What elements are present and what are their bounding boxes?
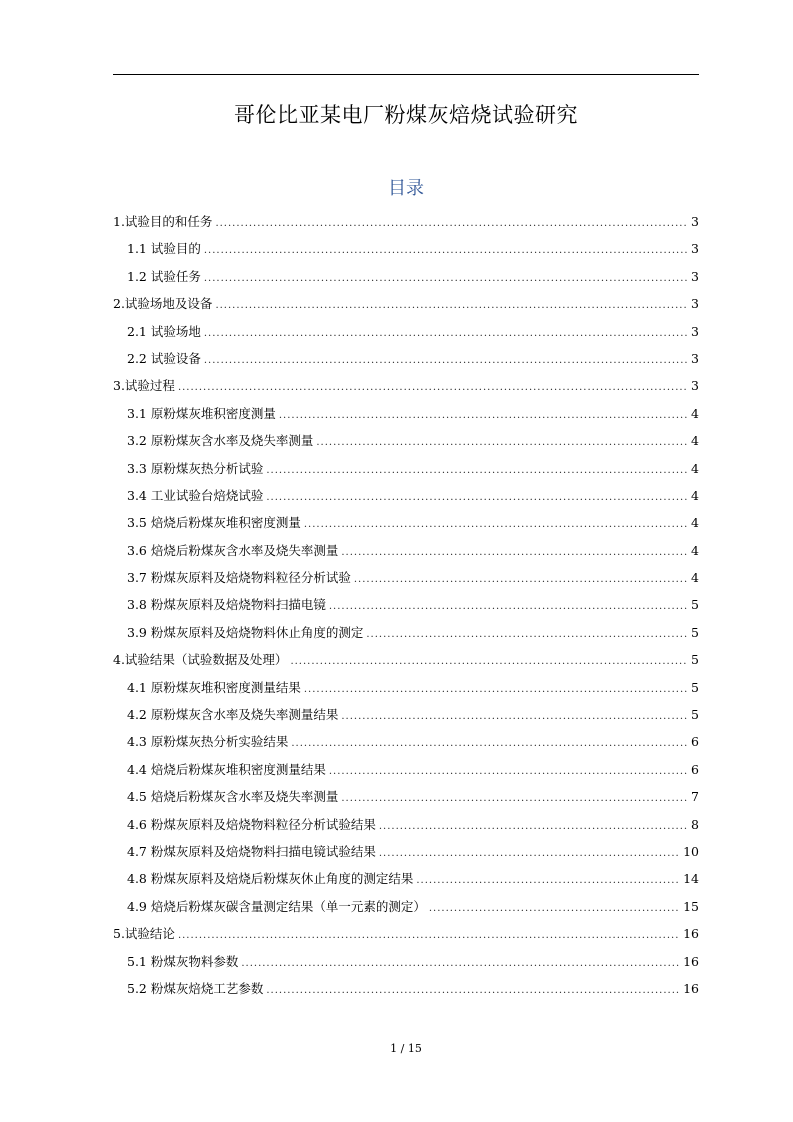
toc-entry[interactable] — [113, 208, 699, 235]
toc-dot-leader — [341, 785, 688, 812]
toc-entry-page-number[interactable]: 4 — [691, 570, 699, 586]
toc-dot-leader — [290, 648, 688, 675]
toc-entry-page-number[interactable]: 4 — [691, 487, 699, 503]
toc-entry-label[interactable]: 4.4 焙烧后粉煤灰堆积密度测量结果 — [127, 761, 326, 777]
toc-entry-page-number[interactable]: 3 — [691, 214, 699, 229]
toc-entry[interactable] — [113, 865, 699, 892]
toc-entry-label[interactable]: 4.7 粉煤灰原料及焙烧物料扫描电镜试验结果 — [127, 843, 376, 859]
toc-dot-leader — [416, 867, 680, 894]
toc-entry[interactable] — [113, 756, 699, 783]
toc-entry-page-number[interactable]: 5 — [691, 652, 699, 668]
toc-entry-label[interactable]: 3.8 粉煤灰原料及焙烧物料扫描电镜 — [127, 597, 326, 613]
toc-entry-label[interactable]: 3.5 焙烧后粉煤灰堆积密度测量 — [127, 515, 301, 531]
toc-entry-page-number[interactable]: 3 — [691, 378, 699, 394]
toc-entry-page-number[interactable]: 6 — [691, 734, 699, 750]
toc-entry-page-number[interactable]: 16 — [683, 953, 699, 969]
toc-dot-leader — [429, 895, 680, 922]
toc-entry-label[interactable]: 4.试验结果（试验数据及处理） — [113, 652, 288, 668]
toc-entry-page-number[interactable]: 15 — [683, 898, 699, 914]
toc-entry-page-number[interactable]: 4 — [691, 405, 699, 421]
toc-entry-page-number[interactable]: 14 — [683, 871, 699, 887]
toc-entry-page-number[interactable]: 10 — [683, 843, 699, 859]
toc-entry-label[interactable]: 3.4 工业试验台焙烧试验 — [127, 487, 264, 503]
toc-entry-page-number[interactable]: 5 — [691, 679, 699, 695]
toc-entry[interactable] — [113, 482, 699, 509]
toc-dot-leader — [215, 210, 688, 237]
table-of-contents — [113, 208, 699, 1002]
document-title: 哥伦比亚某电厂粉煤灰焙烧试验研究 — [234, 103, 578, 127]
toc-entry-page-number[interactable]: 3 — [691, 268, 699, 284]
toc-dot-leader — [266, 484, 688, 511]
toc-entry-page-number[interactable]: 5 — [691, 624, 699, 640]
toc-entry-label[interactable]: 1.试验目的和任务 — [113, 214, 213, 229]
toc-entry[interactable] — [113, 290, 699, 317]
toc-entry[interactable] — [113, 591, 699, 618]
toc-entry[interactable] — [113, 811, 699, 838]
toc-entry-label[interactable]: 4.5 焙烧后粉煤灰含水率及烧失率测量 — [127, 789, 339, 805]
toc-entry-label[interactable]: 4.6 粉煤灰原料及焙烧物料粒径分析试验结果 — [127, 816, 376, 832]
toc-entry-label[interactable]: 3.6 焙烧后粉煤灰含水率及烧失率测量 — [127, 542, 339, 558]
toc-entry[interactable] — [113, 400, 699, 427]
toc-entry[interactable] — [113, 564, 699, 591]
toc-dot-leader — [204, 237, 688, 264]
toc-entry[interactable] — [113, 893, 699, 920]
toc-entry[interactable] — [113, 674, 699, 701]
toc-entry-label[interactable]: 2.1 试验场地 — [127, 323, 201, 339]
toc-entry-page-number[interactable]: 16 — [683, 980, 699, 996]
toc-dot-leader — [241, 950, 680, 977]
toc-entry-label[interactable]: 4.2 原粉煤灰含水率及烧失率测量结果 — [127, 707, 339, 723]
toc-entry[interactable] — [113, 948, 699, 975]
toc-entry[interactable] — [113, 975, 699, 1002]
toc-entry[interactable] — [113, 646, 699, 673]
toc-entry-page-number[interactable]: 3 — [691, 323, 699, 339]
toc-entry[interactable] — [113, 427, 699, 454]
toc-dot-leader — [329, 593, 688, 620]
toc-entry-label[interactable]: 3.9 粉煤灰原料及焙烧物料休止角度的测定 — [127, 624, 364, 640]
toc-entry[interactable] — [113, 619, 699, 646]
toc-entry-label[interactable]: 2.试验场地及设备 — [113, 296, 213, 312]
toc-dot-leader — [341, 539, 688, 566]
toc-entry[interactable] — [113, 783, 699, 810]
toc-entry-label[interactable]: 1.1 试验目的 — [127, 241, 201, 257]
toc-entry-label[interactable]: 5.2 粉煤灰焙烧工艺参数 — [127, 980, 264, 996]
toc-entry-page-number[interactable]: 5 — [691, 597, 699, 613]
toc-dot-leader — [354, 566, 688, 593]
toc-entry[interactable] — [113, 372, 699, 399]
header-rule — [113, 74, 699, 75]
toc-entry-label[interactable]: 3.1 原粉煤灰堆积密度测量 — [127, 405, 276, 421]
toc-entry-label[interactable]: 3.试验过程 — [113, 378, 175, 394]
toc-entry-page-number[interactable]: 4 — [691, 433, 699, 449]
toc-entry-label[interactable]: 2.2 试验设备 — [127, 350, 201, 366]
toc-dot-leader — [279, 402, 688, 429]
toc-entry-label[interactable]: 4.3 原粉煤灰热分析实验结果 — [127, 734, 289, 750]
toc-entry-page-number[interactable]: 4 — [691, 542, 699, 558]
toc-entry-label[interactable]: 4.1 原粉煤灰堆积密度测量结果 — [127, 679, 301, 695]
toc-dot-leader — [379, 813, 688, 840]
toc-dot-leader — [341, 703, 688, 730]
toc-entry[interactable] — [113, 838, 699, 865]
toc-entry-label[interactable]: 3.3 原粉煤灰热分析试验 — [127, 460, 264, 476]
toc-entry-page-number[interactable]: 4 — [691, 460, 699, 476]
toc-dot-leader — [178, 374, 688, 401]
toc-entry[interactable] — [113, 701, 699, 728]
toc-dot-leader — [316, 429, 688, 456]
toc-dot-leader — [304, 676, 688, 703]
toc-entry-page-number[interactable]: 4 — [691, 515, 699, 531]
toc-dot-leader — [204, 347, 688, 374]
toc-dot-leader — [304, 511, 688, 538]
toc-entry-page-number[interactable]: 6 — [691, 761, 699, 777]
toc-dot-leader — [379, 840, 680, 867]
toc-dot-leader — [366, 621, 688, 648]
toc-dot-leader — [204, 320, 688, 347]
toc-entry[interactable] — [113, 235, 699, 262]
toc-dot-leader — [329, 758, 688, 785]
toc-heading: 目录 — [388, 178, 424, 199]
toc-dot-leader — [266, 977, 680, 1004]
toc-entry[interactable] — [113, 509, 699, 536]
toc-dot-leader — [204, 265, 688, 292]
toc-entry-label[interactable]: 4.9 焙烧后粉煤灰碳含量测定结果（单一元素的测定） — [127, 898, 426, 914]
toc-entry-label[interactable]: 4.8 粉煤灰原料及焙烧后粉煤灰休止角度的测定结果 — [127, 871, 414, 887]
toc-entry-page-number[interactable]: 3 — [691, 350, 699, 366]
toc-entry-label[interactable]: 1.2 试验任务 — [127, 268, 201, 284]
toc-entry-page-number[interactable]: 3 — [691, 241, 699, 257]
toc-dot-leader — [266, 457, 688, 484]
toc-entry[interactable] — [113, 728, 699, 755]
toc-entry-label[interactable]: 3.7 粉煤灰原料及焙烧物料粒径分析试验 — [127, 570, 351, 586]
toc-entry-page-number[interactable]: 5 — [691, 707, 699, 723]
toc-entry-page-number[interactable]: 16 — [683, 926, 699, 942]
toc-entry[interactable] — [113, 920, 699, 947]
toc-entry[interactable] — [113, 318, 699, 345]
toc-entry[interactable] — [113, 263, 699, 290]
toc-dot-leader — [178, 922, 680, 949]
page-number-footer: 1 / 15 — [390, 1042, 422, 1055]
toc-entry[interactable] — [113, 345, 699, 372]
toc-entry[interactable] — [113, 455, 699, 482]
toc-entry-page-number[interactable]: 7 — [691, 789, 699, 805]
toc-entry-page-number[interactable]: 3 — [691, 296, 699, 312]
toc-entry[interactable] — [113, 537, 699, 564]
toc-dot-leader — [291, 730, 688, 757]
toc-entry-label[interactable]: 3.2 原粉煤灰含水率及烧失率测量 — [127, 433, 314, 449]
toc-entry-label[interactable]: 5.1 粉煤灰物料参数 — [127, 953, 239, 969]
toc-dot-leader — [215, 292, 688, 319]
toc-entry-label[interactable]: 5.试验结论 — [113, 926, 175, 942]
toc-entry-page-number[interactable]: 8 — [691, 816, 699, 832]
